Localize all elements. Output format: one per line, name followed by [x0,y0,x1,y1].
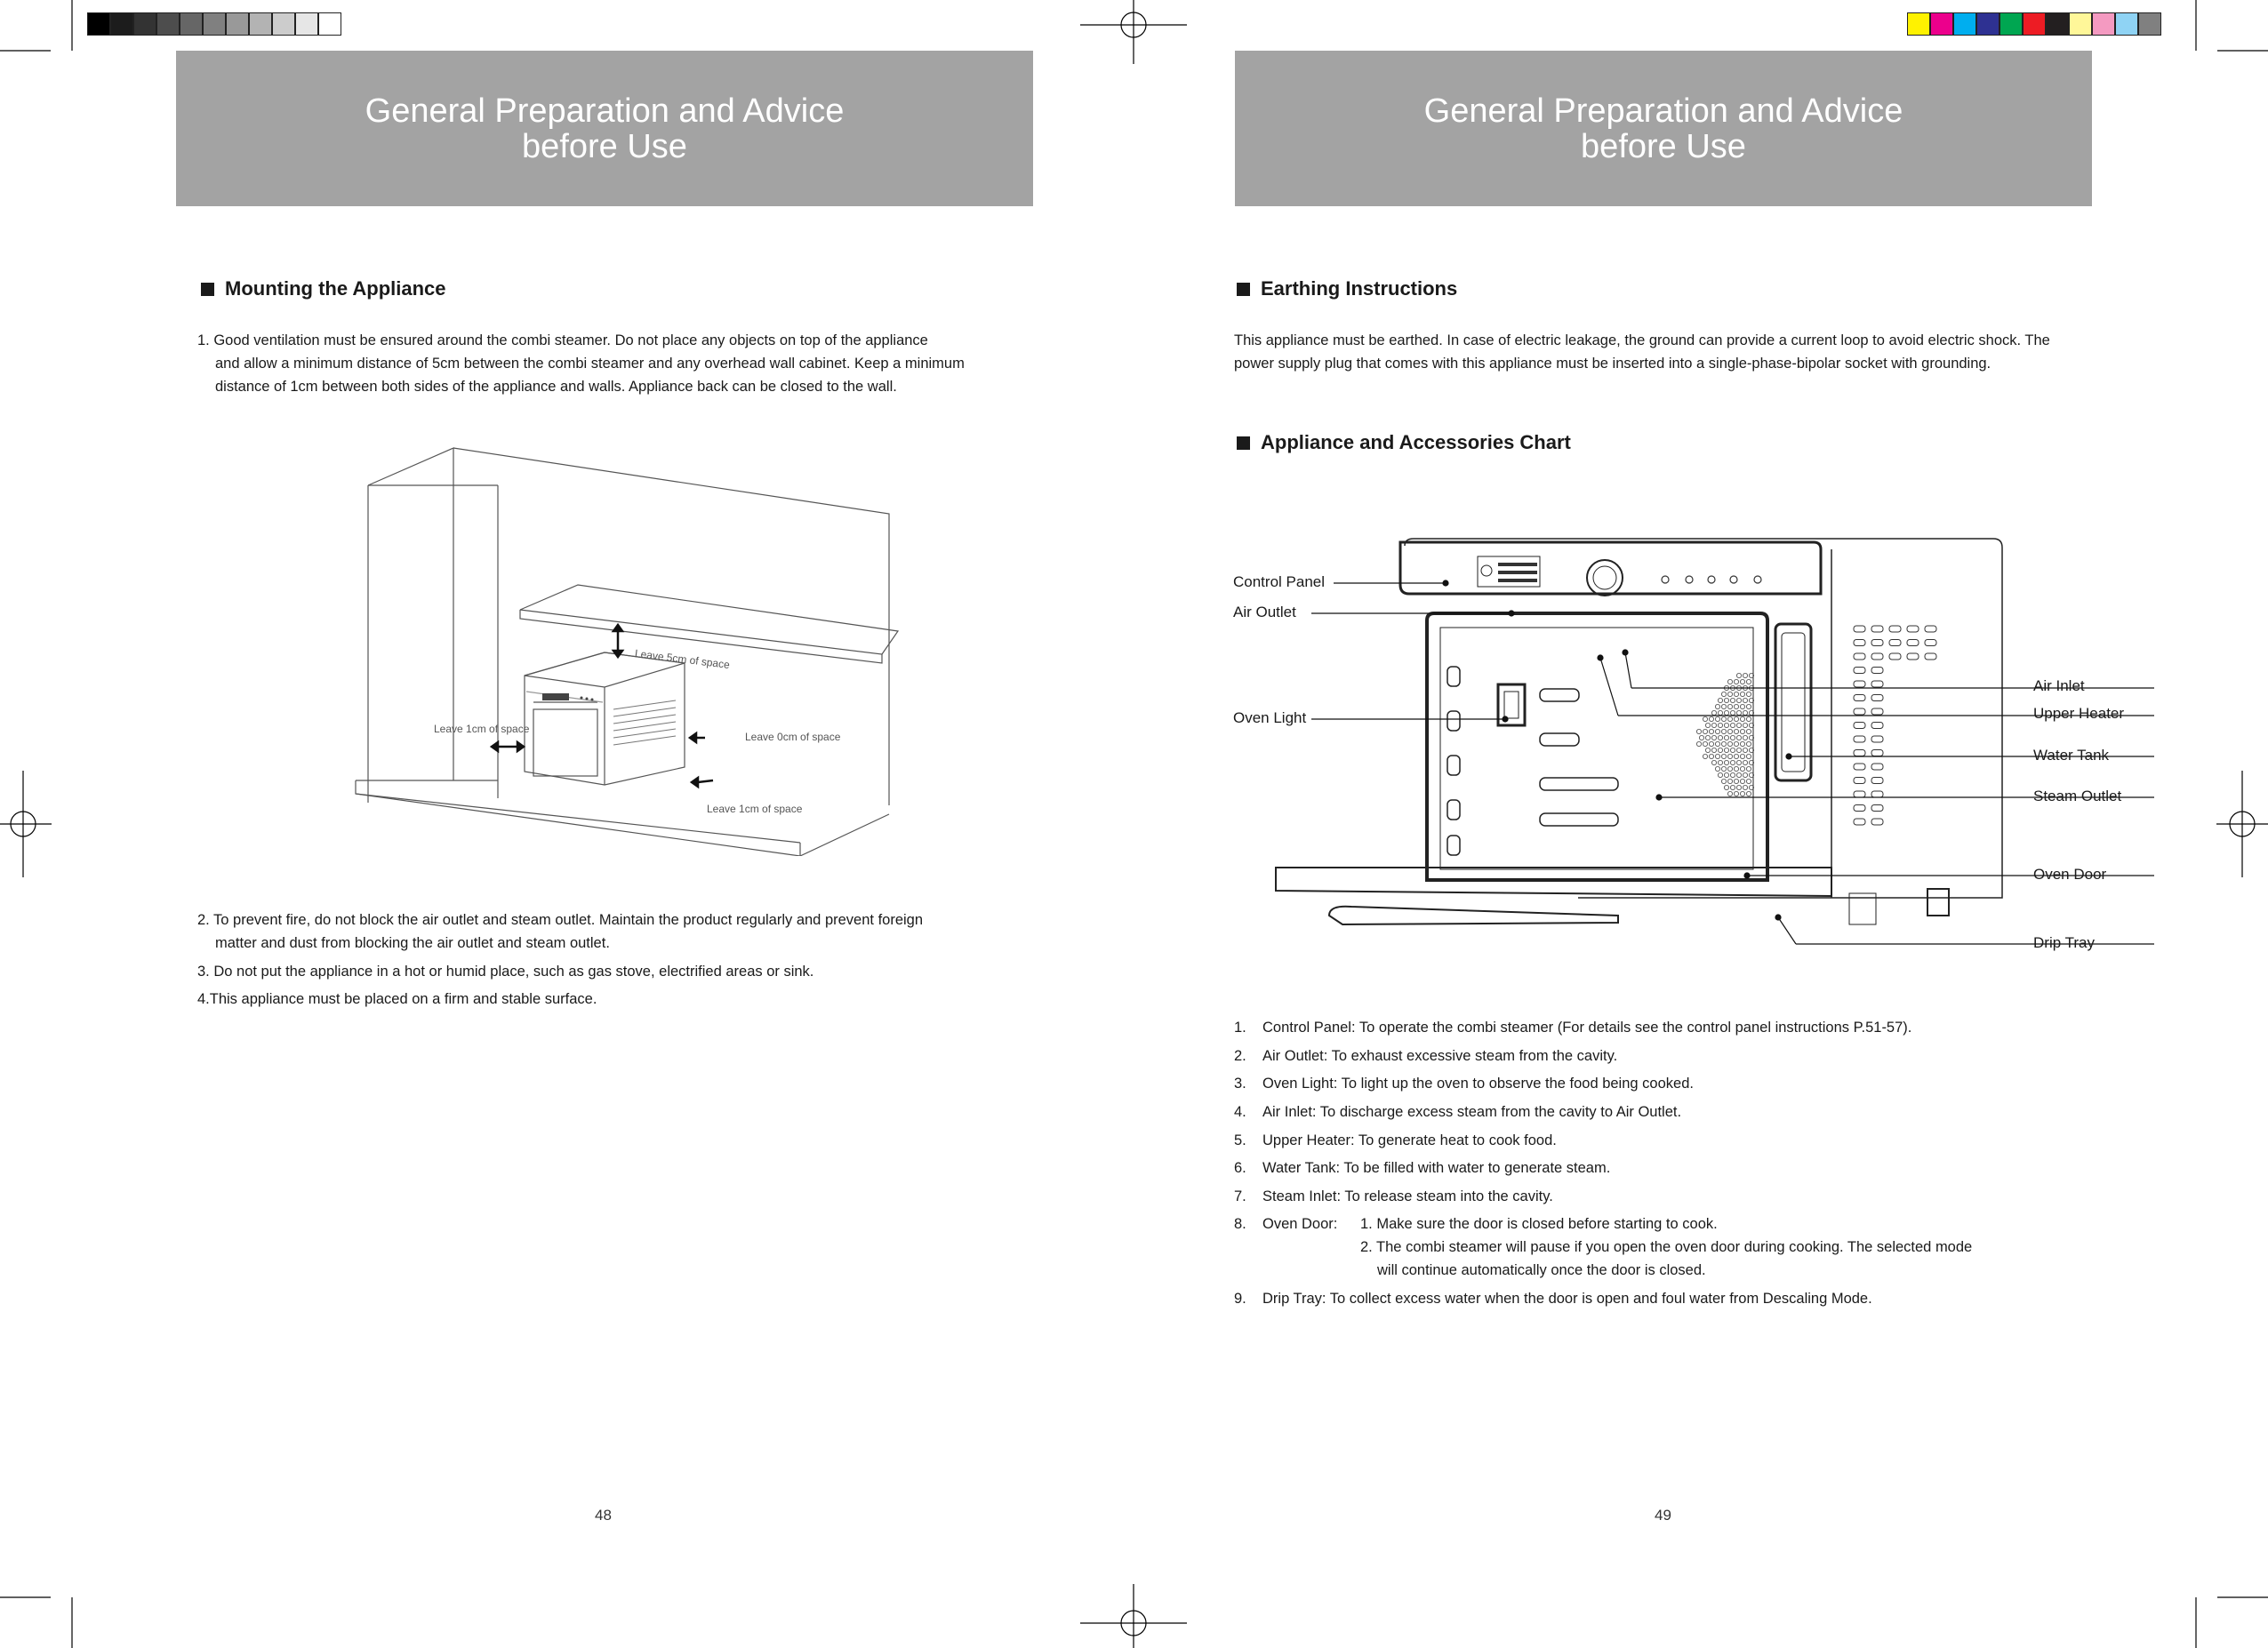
steam-hole [1743,735,1747,740]
steam-hole [1736,735,1741,740]
vent-slot [1889,640,1901,646]
label-leave-5cm: Leave 5cm of space [634,647,731,671]
steam-hole [1740,779,1744,783]
label-drip-tray: Drip Tray [2033,934,2095,951]
steam-hole [1740,679,1744,684]
steam-hole [1724,760,1728,764]
steam-hole [1718,723,1722,727]
vent-slot [1871,640,1883,646]
vent-slot [1854,653,1865,660]
item-text: Steam Inlet: To release steam into the cavity. [1262,1188,1553,1204]
color-swatch [295,12,318,36]
steam-hole [1727,791,1732,796]
steam-hole [1715,716,1719,721]
text-line: matter and dust from blocking the air outlet and steam outlet. [215,935,610,951]
color-swatch [1930,12,1953,36]
steam-hole [1743,785,1747,789]
header-title-line2: before Use [522,127,687,165]
item-number: 7. [1234,1188,1246,1204]
steam-hole [1734,692,1738,696]
vent-slot [1854,626,1865,632]
vent-slot [1854,764,1865,770]
earthing-text [1234,329,2050,375]
steam-hole [1727,766,1732,771]
steam-hole [1715,704,1719,708]
vent-slot [1871,723,1883,729]
text-line: distance of 1cm between both sides of the appliance and walls. Appliance back can be closed to the wall. [215,379,897,395]
steam-hole [1734,704,1738,708]
steam-hole [1734,741,1738,746]
vent-slot [1854,805,1865,812]
steam-hole [1718,748,1722,752]
color-swatch [318,12,341,36]
steam-hole [1734,766,1738,771]
steam-hole [1724,785,1728,789]
vent-slot [1854,708,1865,715]
steam-hole [1715,766,1719,771]
color-swatch [1976,12,2000,36]
earthing-heading [1237,277,1457,300]
steam-hole [1743,673,1747,677]
steam-hole [1715,729,1719,733]
right-header-banner [1235,51,2092,206]
steam-hole [1721,741,1726,746]
steam-hole [1743,723,1747,727]
vent-slot [1854,819,1865,825]
item-number: 2. [1234,1048,1246,1064]
mounting-diagram [320,425,942,856]
label-leave-0cm: Leave 0cm of space [745,731,841,743]
section-title: Mounting the Appliance [225,277,446,300]
vent-slot [1871,736,1883,742]
header-title-line1: General Preparation and Advice [1423,92,1903,130]
steam-hole [1718,710,1722,715]
label-leave-1cm-bottom: Leave 1cm of space [707,803,803,815]
text-line: 1. Good ventilation must be ensured around the combi steamer. Do not place any objects on top of the appliance [197,332,928,348]
item-text: 1. Make sure the door is closed before starting to cook. [1360,1216,1718,1232]
item-label: Oven Door: [1262,1216,1338,1232]
mounting-item-4: 4.This appliance must be placed on a firm and stable surface. [197,991,597,1007]
color-swatch [203,12,226,36]
vent-slot [1871,708,1883,715]
label-oven-door: Oven Door [2033,866,2107,883]
steam-hole [1746,779,1751,783]
steam-hole [1734,754,1738,758]
steam-hole [1734,729,1738,733]
steam-hole [1711,723,1716,727]
item-number: 6. [1234,1160,1246,1176]
steam-hole [1705,723,1710,727]
vent-slot [1854,750,1865,756]
vent-slot [1854,640,1865,646]
steam-hole [1743,760,1747,764]
steam-hole [1740,729,1744,733]
steam-hole [1740,692,1744,696]
color-swatch [2069,12,2092,36]
steam-hole [1715,754,1719,758]
steam-hole [1730,710,1735,715]
mounting-item-2 [197,908,923,955]
vent-slot [1871,750,1883,756]
vent-slot [1854,778,1865,784]
steam-hole [1746,679,1751,684]
steam-hole [1743,772,1747,777]
color-swatch [249,12,272,36]
steam-hole [1709,741,1713,746]
steam-hole [1715,741,1719,746]
section-heading [201,277,446,300]
vent-slot [1854,791,1865,797]
color-swatch [1907,12,1930,36]
steam-hole [1743,748,1747,752]
square-bullet-icon [1237,283,1250,296]
vent-slot [1871,681,1883,687]
color-swatch [133,12,156,36]
steam-hole [1746,729,1751,733]
color-swatch [2092,12,2115,36]
steam-hole [1711,710,1716,715]
color-swatch [156,12,180,36]
steam-hole [1727,679,1732,684]
steam-hole [1703,716,1707,721]
steam-hole [1718,735,1722,740]
steam-hole [1736,710,1741,715]
steam-hole [1734,679,1738,684]
color-swatch [1953,12,1976,36]
steam-hole [1740,766,1744,771]
steam-hole [1699,735,1703,740]
vent-slot [1907,640,1919,646]
item-text: Upper Heater: To generate heat to cook food. [1262,1132,1557,1148]
steam-hole [1727,779,1732,783]
steam-hole [1721,766,1726,771]
steam-hole [1746,716,1751,721]
steam-hole [1703,741,1707,746]
steam-hole [1740,741,1744,746]
steam-hole [1736,772,1741,777]
steam-hole [1746,741,1751,746]
steam-hole [1724,772,1728,777]
steam-hole [1746,766,1751,771]
steam-hole [1705,748,1710,752]
steam-hole [1740,754,1744,758]
left-header-banner [176,51,1033,206]
label-water-tank: Water Tank [2033,747,2110,764]
label-oven-light: Oven Light [1233,709,1307,726]
steam-hole [1734,779,1738,783]
appliance-diagram [1227,533,2169,960]
earthing-title: Earthing Instructions [1261,277,1458,300]
steam-hole [1711,760,1716,764]
vent-slot [1871,626,1883,632]
oven-door-note-2-cont: will continue automatically once the door is closed. [1377,1262,1706,1278]
vent-slot [1871,819,1883,825]
text-line: This appliance must be earthed. In case of electric leakage, the ground can provide a current loop to avoid electric shock. The [1234,332,2050,348]
steam-hole [1734,716,1738,721]
steam-hole [1703,754,1707,758]
steam-hole [1718,698,1722,702]
item-number: 4. [1234,1104,1246,1120]
steam-hole [1727,754,1732,758]
steam-hole [1705,735,1710,740]
vent-slot [1854,681,1865,687]
steam-hole [1727,704,1732,708]
steam-hole [1709,754,1713,758]
steam-hole [1736,785,1741,789]
steam-hole [1743,710,1747,715]
square-bullet-icon [1237,436,1250,450]
vent-slot [1871,791,1883,797]
square-bullet-icon [201,283,214,296]
color-swatch [2023,12,2046,36]
steam-hole [1740,791,1744,796]
color-swatch [110,12,133,36]
item-text: Air Inlet: To discharge excess steam from the cavity to Air Outlet. [1262,1104,1682,1120]
steam-hole [1746,754,1751,758]
label-upper-heater: Upper Heater [2033,705,2125,722]
steam-hole [1730,748,1735,752]
label-control-panel: Control Panel [1233,573,1326,590]
vent-slot [1871,668,1883,674]
steam-hole [1746,704,1751,708]
chart-heading [1237,431,1571,454]
vent-slot [1871,764,1883,770]
steam-hole [1721,704,1726,708]
vent-slot [1854,695,1865,701]
mounting-item-1 [197,329,965,398]
vent-slot [1871,805,1883,812]
vent-slot [1907,626,1919,632]
vent-slot [1854,723,1865,729]
text-line: power supply plug that comes with this appliance must be inserted into a single-phase-bipolar socket with grounding. [1234,356,1992,372]
steam-hole [1724,710,1728,715]
steam-hole [1740,704,1744,708]
steam-hole [1696,729,1701,733]
item-text: Water Tank: To be filled with water to generate steam. [1262,1160,1611,1176]
label-leave-1cm-left: Leave 1cm of space [434,723,530,735]
item-number: 5. [1234,1132,1246,1148]
steam-hole [1724,735,1728,740]
page-number-left: 48 [595,1507,612,1524]
steam-hole [1718,772,1722,777]
label-air-inlet: Air Inlet [2033,677,2085,694]
color-swatch [2138,12,2161,36]
vent-slot [1871,778,1883,784]
steam-hole [1718,760,1722,764]
vent-slot [1871,695,1883,701]
steam-hole [1740,716,1744,721]
steam-hole [1736,748,1741,752]
page-number-right: 49 [1655,1507,1671,1524]
steam-hole [1711,735,1716,740]
steam-hole [1730,772,1735,777]
color-swatch [2000,12,2023,36]
steam-hole [1709,716,1713,721]
steam-hole [1736,673,1741,677]
steam-hole [1721,692,1726,696]
item-text: Drip Tray: To collect excess water when the door is open and foul water from Descaling Mode. [1262,1291,1872,1307]
steam-hole [1736,723,1741,727]
vent-slot [1889,653,1901,660]
steam-hole [1727,741,1732,746]
steam-hole [1696,741,1701,746]
vent-slot [1925,626,1936,632]
item-text: Control Panel: To operate the combi steamer (For details see the control panel instructions P.51-57). [1262,1020,1912,1036]
steam-hole [1727,729,1732,733]
color-swatch [180,12,203,36]
vent-slot [1871,653,1883,660]
item-number: 3. [1234,1076,1246,1092]
item-text: Air Outlet: To exhaust excessive steam from the cavity. [1262,1048,1618,1064]
steam-hole [1721,754,1726,758]
steam-hole [1727,716,1732,721]
steam-hole [1711,748,1716,752]
color-swatch [87,12,110,36]
vent-slot [1854,736,1865,742]
mounting-item-3: 3. Do not put the appliance in a hot or humid place, such as gas stove, electrified areas or sink. [197,964,814,980]
steam-hole [1721,729,1726,733]
steam-hole [1724,748,1728,752]
color-swatch [226,12,249,36]
item-number: 9. [1234,1291,1246,1307]
steam-hole [1721,779,1726,783]
oven-door-note-2: 2. The combi steamer will pause if you open the oven door during cooking. The selected mode [1360,1239,1973,1255]
steam-hole [1736,698,1741,702]
color-swatch [272,12,295,36]
steam-hole [1734,791,1738,796]
color-swatch [2046,12,2069,36]
header-title-line1: General Preparation and Advice [365,92,845,130]
steam-hole [1730,698,1735,702]
steam-hole [1746,791,1751,796]
label-steam-outlet: Steam Outlet [2033,788,2122,804]
steam-hole [1746,692,1751,696]
steam-hole [1730,760,1735,764]
steam-hole [1736,760,1741,764]
steam-hole [1730,735,1735,740]
item-text: Oven Light: To light up the oven to observe the food being cooked. [1262,1076,1694,1092]
vent-slot [1889,626,1901,632]
steam-hole [1730,723,1735,727]
steam-hole [1724,698,1728,702]
steam-hole [1730,785,1735,789]
vent-slot [1925,653,1936,660]
steam-hole [1743,698,1747,702]
vent-slot [1907,653,1919,660]
steam-hole [1721,716,1726,721]
steam-hole [1703,729,1707,733]
item-number: 8. [1234,1216,1246,1232]
header-title-line2: before Use [1581,127,1746,165]
vent-slot [1854,668,1865,674]
steam-hole [1727,692,1732,696]
text-line: 2. To prevent fire, do not block the air outlet and steam outlet. Maintain the product regularly and prevent foreign [197,912,924,928]
text-line: and allow a minimum distance of 5cm between the combi steamer and any overhead wall cabinet. Keep a minimum [215,356,965,372]
item-number: 1. [1234,1020,1246,1036]
vent-slot [1925,640,1936,646]
chart-title: Appliance and Accessories Chart [1261,431,1571,453]
steam-hole [1709,729,1713,733]
steam-hole [1724,723,1728,727]
label-air-outlet: Air Outlet [1233,604,1296,620]
color-swatch [2115,12,2138,36]
